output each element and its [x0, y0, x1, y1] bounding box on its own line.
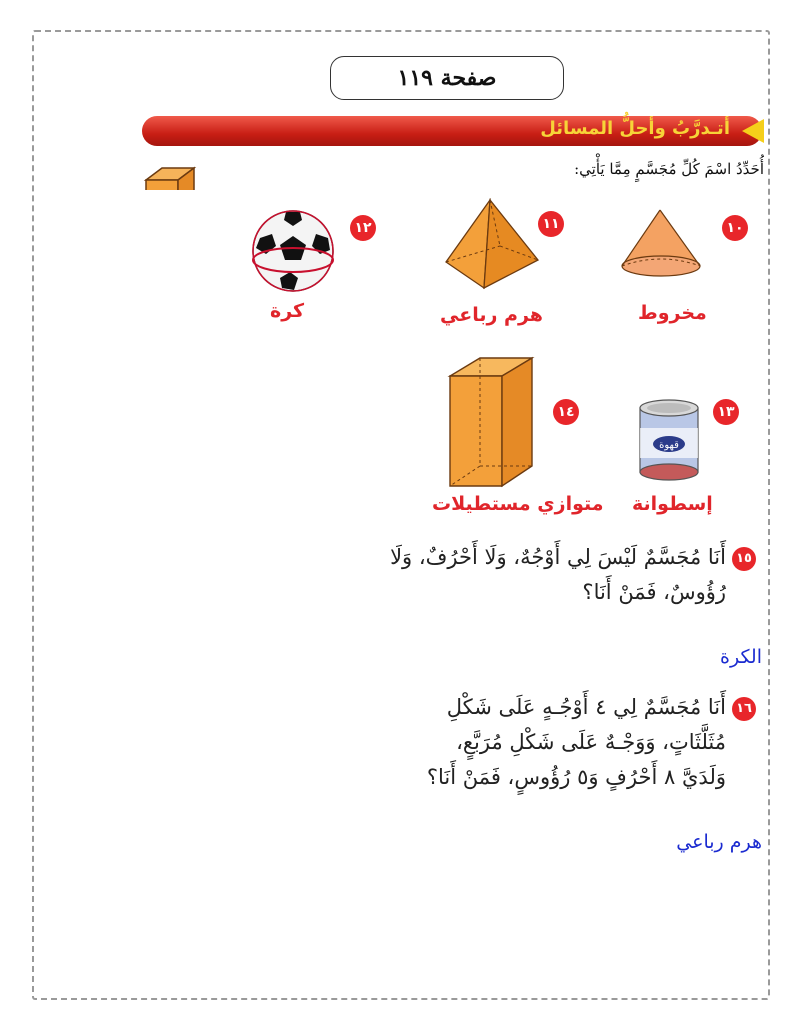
section-banner [142, 116, 762, 146]
question-line: وَلَدَيَّ ٨ أَحْرُفٍ وَ٥ رُؤُوسٍ، فَمَنْ أَنَا؟ [426, 765, 726, 789]
shape-label-cone: مخروط [638, 302, 707, 324]
instruction-text: أُحَدِّدُ اسْمَ كُلِّ مُجَسَّمٍ مِمَّا يَأْتِي: [574, 160, 764, 178]
question-number-badge: ١٥ [732, 547, 756, 571]
page-number-label: صفحة ١١٩ [397, 65, 497, 91]
cone-icon [618, 208, 704, 280]
answer-16: هرم رباعي [676, 831, 762, 853]
page-number-badge [330, 56, 564, 100]
shape-label-cylinder: إسطوانة [632, 493, 713, 515]
shape-number-badge: ١١ [538, 211, 564, 237]
soccer-ball-icon [250, 208, 336, 294]
question-number-badge: ١٦ [732, 697, 756, 721]
shape-number-badge: ١٤ [553, 399, 579, 425]
shape-number-badge: ١٢ [350, 215, 376, 241]
square-pyramid-icon [442, 198, 542, 296]
banner-arrow-icon [742, 119, 764, 143]
section-title: أتـدرَّبُ وأحلُّ المسائل [540, 118, 730, 139]
question-15 [390, 540, 756, 610]
shape-label-pyramid: هرم رباعي [440, 304, 543, 326]
cylinder-can-icon [636, 398, 702, 482]
question-line: مُثَلَّثَاتٍ، وَوَجْـهٌ عَلَى شَكْلِ مُرَبَّعٍ، [456, 730, 726, 754]
can-label: قهوة [659, 440, 679, 451]
partial-cube-icon [142, 164, 198, 190]
shape-number-badge: ١٠ [722, 215, 748, 241]
shape-number-badge: ١٣ [713, 399, 739, 425]
question-line: رُؤُوسٌ، فَمَنْ أَنَا؟ [582, 580, 726, 604]
shape-label-prism: متوازي مستطيلات [432, 493, 604, 515]
question-16 [427, 690, 756, 795]
answer-15: الكرة [720, 646, 762, 668]
shape-label-sphere: كرة [270, 300, 305, 322]
question-line: أَنَا مُجَسَّمٌ لَيْسَ لِي أَوْجُهٌ، وَلَا أَحْرُفٌ، وَلَا [390, 545, 726, 569]
rectangular-prism-icon [444, 354, 538, 490]
question-line: أَنَا مُجَسَّمٌ لِي ٤ أَوْجُـهٍ عَلَى شَكْلِ [446, 695, 726, 719]
